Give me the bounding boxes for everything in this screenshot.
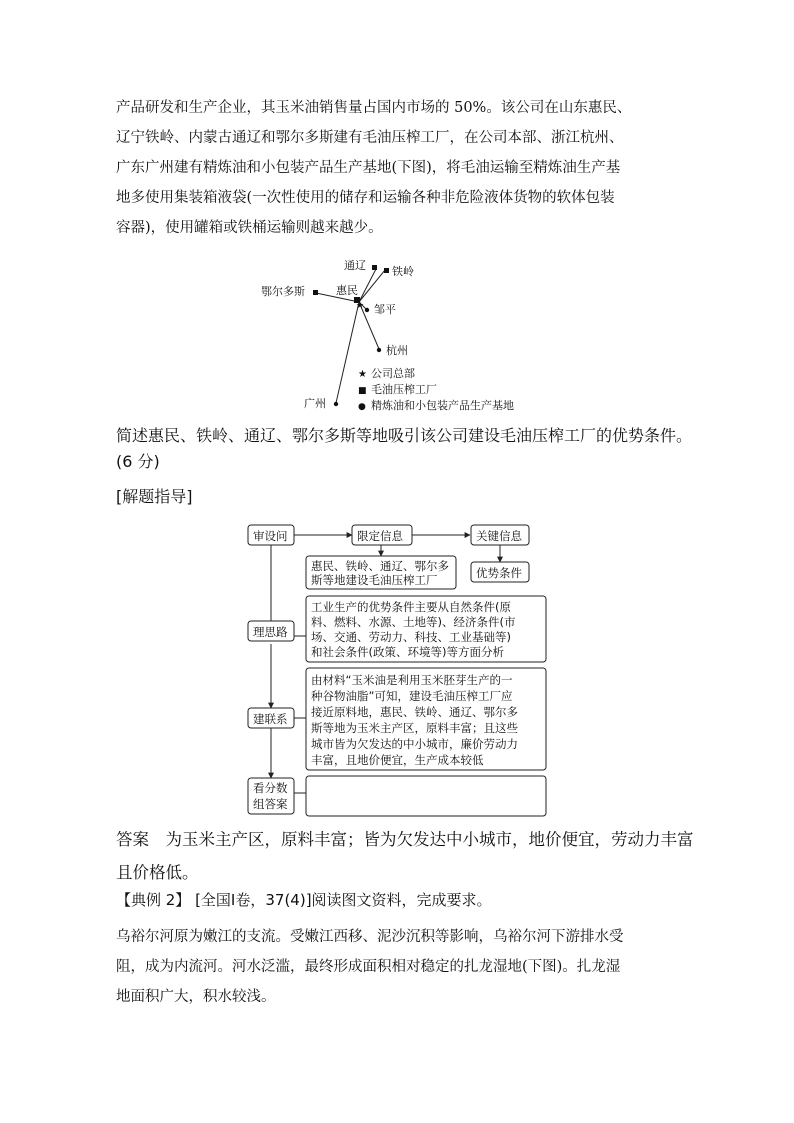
solution-flow-diagram xyxy=(240,518,560,822)
answer-text xyxy=(116,823,716,889)
text-line: 容器)，使用罐箱或铁桶运输则越来越少。 xyxy=(116,220,383,236)
text-line: 地多使用集装箱液袋(一次性使用的储存和运输各种非危险液体货物的软体包装 xyxy=(116,190,615,206)
label-tieling: 铁岭 xyxy=(392,265,414,278)
box-text-line: 斯等地为玉米主产区，原料丰富；且这些 xyxy=(311,721,518,735)
box-text: 优势条件 xyxy=(476,566,522,580)
limit-detail-box xyxy=(306,556,456,589)
legend-star-icon: ★ xyxy=(358,369,367,380)
step-box-build-connection xyxy=(248,708,294,728)
legend-label: 毛油压榨工厂 xyxy=(371,383,437,396)
connection-detail-box xyxy=(306,668,546,770)
label-ordos: 鄂尔多斯 xyxy=(261,285,305,298)
text-line: 答案 为玉米主产区，原料丰富；皆为欠发达中小城市，地价便宜，劳动力丰富 xyxy=(116,830,694,849)
text-line: 地面积广大，积水较浅。 xyxy=(116,989,276,1005)
key-info-box xyxy=(471,525,529,545)
text-line: 辽宁铁岭、内蒙古通辽和鄂尔多斯建有毛油压榨工厂，在公司本部、浙江杭州、 xyxy=(116,130,624,146)
box-text-line: 惠民、铁岭、通辽、鄂尔多 xyxy=(311,559,449,573)
step-box-organize-thinking xyxy=(248,621,294,641)
line-to-tongliao xyxy=(359,269,376,302)
box-text-line: 料、燃料、水源、土地等)、经济条件(市 xyxy=(311,615,516,629)
base-marker-guangzhou xyxy=(334,402,338,406)
legend-dot-icon: ● xyxy=(358,402,366,412)
step-label: 审设问 xyxy=(253,529,288,543)
box-text-line: 接近原料地，惠民、铁岭、通辽、鄂尔多 xyxy=(311,705,518,719)
step-label: 建联系 xyxy=(253,712,288,726)
box-text-line: 斯等地建设毛油压榨工厂 xyxy=(311,573,438,587)
box-text-line: 和社会条件(政策、环境等)等方面分析 xyxy=(311,645,504,659)
text-line: 乌裕尔河原为嫩江的支流。受嫩江西移、泥沙沉积等影响，乌裕尔河下游排水受 xyxy=(116,929,624,945)
score-label: (6 分) xyxy=(116,452,160,471)
legend-label: 公司总部 xyxy=(371,367,415,380)
box-label: 关键信息 xyxy=(476,529,522,543)
label-zouping: 邹平 xyxy=(374,303,396,316)
base-marker-hangzhou xyxy=(377,348,381,352)
legend-label: 精炼油和小包装产品生产基地 xyxy=(371,399,514,412)
text-line: 阻，成为内流河。河水泛滥，最终形成面积相对稳定的扎龙湿地(下图)。扎龙湿 xyxy=(116,959,621,975)
box-text-line: 种谷物油脂”可知，建设毛油压榨工厂应 xyxy=(311,689,513,703)
map-legend xyxy=(358,367,514,412)
thinking-detail-box xyxy=(306,596,546,662)
answer-empty-box xyxy=(306,776,546,816)
label-tongliao: 通辽 xyxy=(344,259,366,272)
limit-info-box xyxy=(352,525,412,545)
box-text-line: 场、交通、劳动力、科技、工业基础等) xyxy=(311,630,511,644)
box-text-line: 由材料“玉米油是利用玉米胚芽生产的一 xyxy=(311,673,513,687)
step-label: 看分数 xyxy=(253,781,288,795)
guide-title: [解题指导] xyxy=(116,487,193,506)
base-marker-zouping xyxy=(365,308,369,312)
step-label: 理思路 xyxy=(253,625,288,639)
box-text-line: 丰富，且地价便宜，生产成本较低 xyxy=(311,753,484,767)
label-huimin: 惠民 xyxy=(336,284,358,297)
example2-heading: 【典例 2】 [全国Ⅰ卷，37(4)]阅读图文资料，完成要求。 xyxy=(116,891,492,909)
factory-marker-tongliao xyxy=(372,265,377,270)
line-to-guangzhou xyxy=(336,302,359,403)
factory-marker-ordos xyxy=(313,290,318,295)
key-detail-box xyxy=(471,562,529,582)
box-text-line: 城市皆为欠发达的中小城市，廉价劳动力 xyxy=(311,737,518,751)
label-hangzhou: 杭州 xyxy=(386,344,408,357)
text-line: 产品研发和生产企业，其玉米油销售量占国内市场的 50%。该公司在山东惠民、 xyxy=(116,100,632,116)
intro-paragraph xyxy=(116,93,686,243)
step-box-review-question xyxy=(248,525,294,545)
label-guangzhou: 广州 xyxy=(304,397,326,410)
box-text-line: 工业生产的优势条件主要从自然条件(原 xyxy=(311,600,511,614)
text-line: 广东广州建有精炼油和小包装产品生产基地(下图)，将毛油运输至精炼油生产基 xyxy=(116,160,621,176)
text-line: 且价格低。 xyxy=(116,863,199,882)
line-to-tieling xyxy=(359,270,385,302)
location-map xyxy=(250,256,550,416)
wetland-paragraph xyxy=(116,922,686,1012)
box-label: 限定信息 xyxy=(357,529,403,543)
step-label: 组答案 xyxy=(253,797,288,811)
hq-star-icon: ★ xyxy=(356,301,365,311)
text-line: 简述惠民、铁岭、通辽、鄂尔多斯等地吸引该公司建设毛油压榨工厂的优势条件。 xyxy=(116,426,693,445)
step-box-compose-answer xyxy=(248,778,294,814)
question-text xyxy=(116,423,716,475)
legend-square-icon: ■ xyxy=(358,386,367,396)
factory-marker-tieling xyxy=(384,268,389,273)
